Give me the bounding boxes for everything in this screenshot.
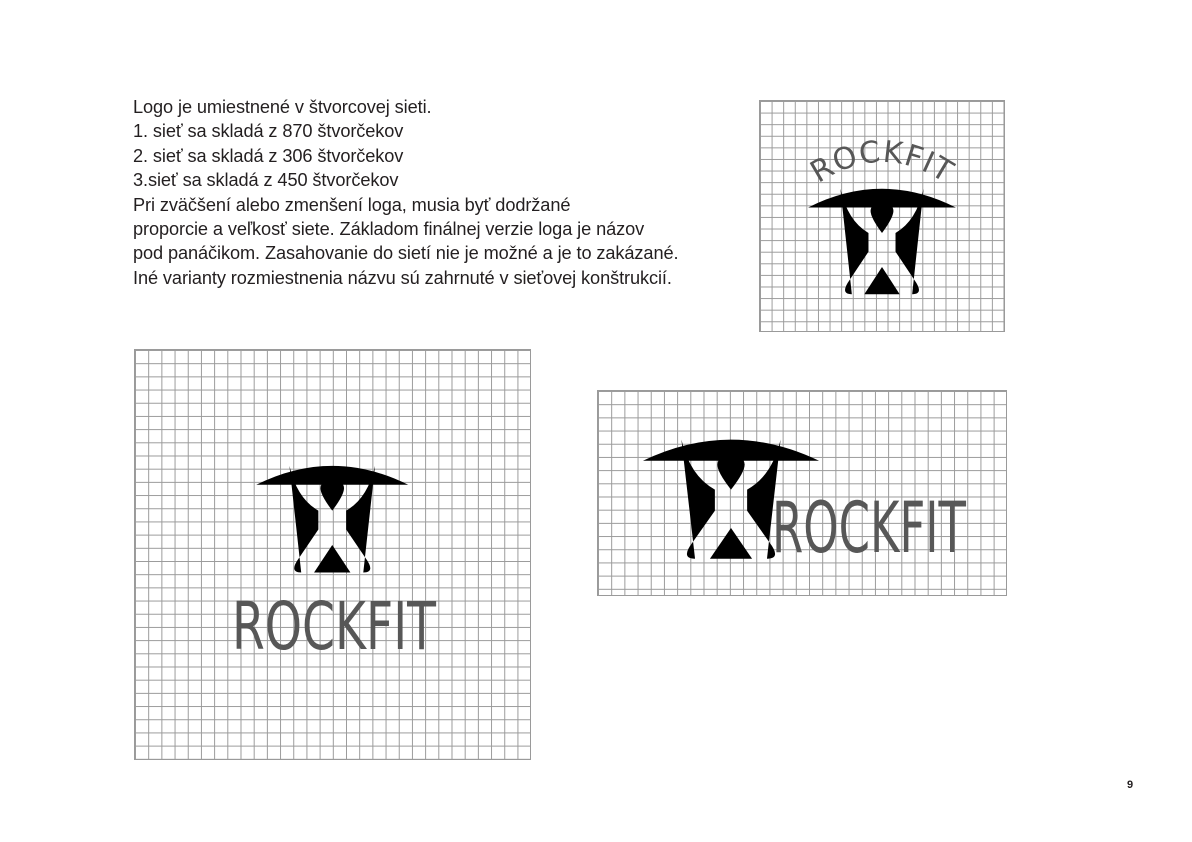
intro-line: proporcie a veľkosť siete. Základom finálnej verzie loga je názov (133, 219, 645, 240)
intro-line: Iné varianty rozmiestnenia názvu sú zahrnuté v sieťovej konštrukcií. (133, 267, 672, 288)
logo-arched-variant (792, 140, 972, 300)
logo-wordmark: ROCKFIT (772, 487, 967, 569)
logo-horizontal-variant (636, 428, 972, 569)
intro-line: Pri zväčšení alebo zmenšení loga, musia byť dodržané (133, 194, 571, 215)
intro-line: pod panáčikom. Zasahovanie do sietí nie je možné a je to zakázané. (133, 243, 679, 264)
intro-text (133, 95, 753, 290)
intro-line: 1. sieť sa skladá z 870 štvorčekov (133, 121, 404, 142)
page-number: 9 (1126, 779, 1134, 791)
intro-line: Logo je umiestnené v štvorcovej sieti. (133, 97, 432, 117)
logo-stacked-variant (226, 455, 442, 665)
logo-wordmark: ROCKFIT (804, 140, 960, 191)
intro-line: 3.sieť sa skladá z 450 štvorčekov (133, 170, 399, 191)
intro-line: 2. sieť sa skladá z 306 štvorčekov (133, 145, 404, 166)
logo-wordmark: ROCKFIT (232, 588, 437, 665)
